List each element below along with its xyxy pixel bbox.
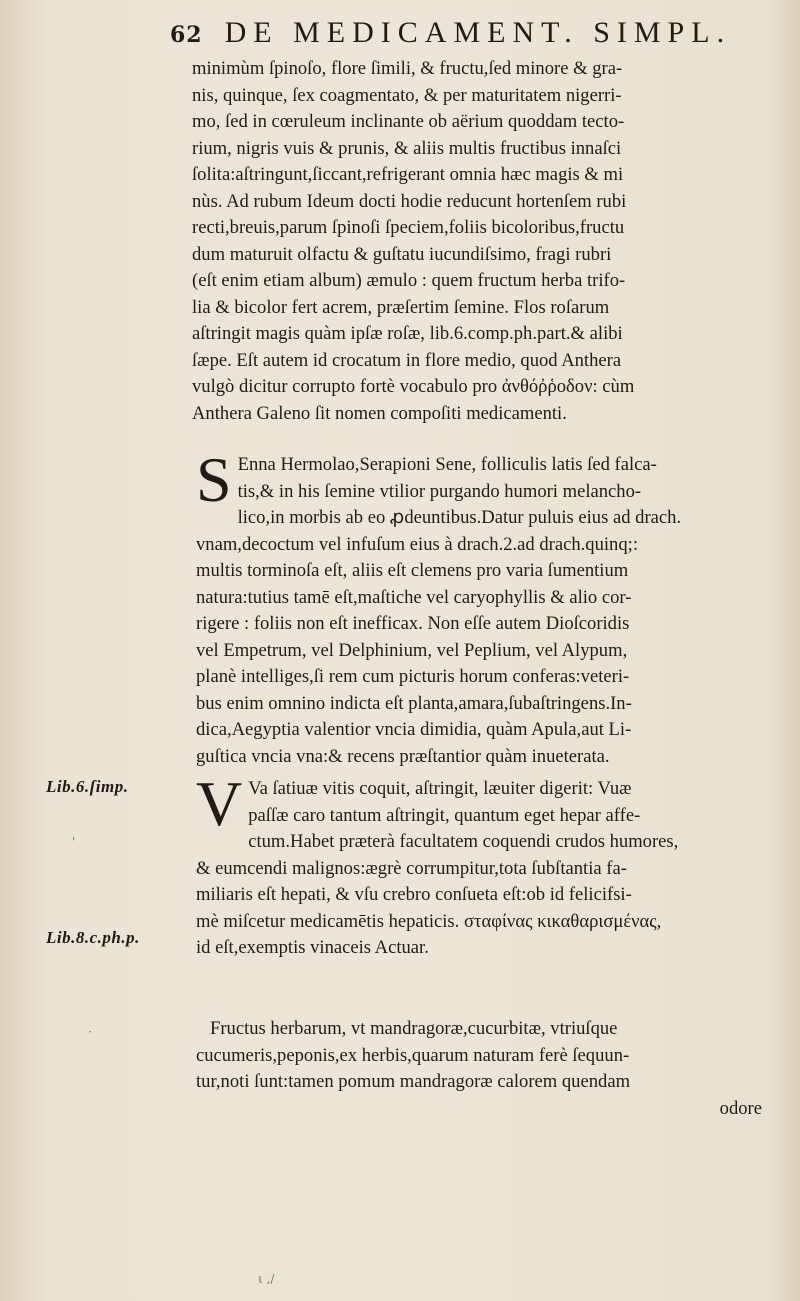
paragraph-rubus	[192, 56, 792, 427]
text-line: recti,breuis,parum ſpinoſi ſpeciem,foliis bicoloribus,fructu	[192, 217, 625, 238]
text-line: cucumeris,peponis,ex herbis,quarum naturam ferè ſequun-	[196, 1044, 630, 1066]
text-line: bus enim omnino indicta eſt planta,amara,ſubaſtringens.In-	[196, 692, 632, 714]
margin-note-lib8: Lib.8.c.ph.p.	[46, 928, 140, 947]
text-line: tis,& in his ſemine vtilior purgando humori melancho-	[237, 480, 642, 502]
text-line: Fructus herbarum, vt mandragoræ,cucurbitæ, vtriuſque	[210, 1018, 618, 1039]
text-line: ctum.Habet præterà facultatem coquendi crudos humores,	[248, 831, 679, 852]
catchword: odore	[719, 1097, 762, 1119]
text-line: dica,Aegyptia valentior vncia dimidia, quàm Apula,aut Li-	[196, 719, 632, 740]
margin-mark: '	[72, 835, 76, 849]
text-line: tur,noti ſunt:tamen pomum mandragoræ calorem quendam	[196, 1071, 631, 1092]
paragraph-vua	[196, 768, 792, 962]
text-line: ſolita:aſtringunt,ſiccant,refrigerant omnia hæc magis & mi	[192, 164, 624, 185]
text-line: mè miſcetur medicamētis hepaticis. σταφίνας κικαθαρισμένας,	[196, 910, 662, 932]
text-line: id eſt,exemptis vinaceis Actuar.	[196, 937, 429, 958]
text-line: rigere : foliis non eſt inefficax. Non eſſe autem Dioſcoridis	[196, 613, 630, 634]
text-line: ſæpe. Eſt autem id crocatum in flore medio, quod Anthera	[192, 349, 622, 371]
margin-mark: ·	[88, 1025, 92, 1039]
text-line: nùs. Ad rubum Ideum docti hodie reducunt hortenſem rubi	[192, 190, 627, 212]
page-header	[170, 16, 730, 56]
text-line: nis, quinque, ſex coagmentato, & per maturitatem nigerri-	[192, 84, 622, 106]
text-line: vel Empetrum, vel Delphinium, vel Peplium, vel Alypum,	[196, 639, 628, 661]
running-title: DE MEDICAMENT. SIMPL.	[224, 16, 732, 49]
text-line: dum maturuit olfactu & guſtatu iucundiſsimo, fragi rubri	[192, 243, 612, 265]
text-line: Enna Hermolao,Serapioni Sene, folliculis latis ſed falca-	[237, 454, 657, 475]
text-line: lia & bicolor fert acrem, præſertim ſemine. Flos roſarum	[192, 296, 610, 318]
text-line: rium, nigris vuis & prunis, & aliis multis fructibus innaſci	[192, 137, 622, 159]
text-line: multis torminoſa eſt, aliis eſt clemens pro varia ſumentium	[196, 560, 629, 581]
text-line: vulgò dicitur corrupto fortè vocabulo pro ἀνθόῤῥοδον: cùm	[192, 376, 635, 397]
text-line: mo, ſed in cœruleum inclinante ob aërium quoddam tecto-	[192, 111, 625, 132]
text-line: aſtringit magis quàm ipſæ roſæ, lib.6.comp.ph.part.& alibi	[192, 323, 623, 344]
text-line: Va ſatiuæ vitis coquit, aſtringit, læuiter digerit: Vuæ	[248, 778, 632, 799]
dropcap-letter: V	[196, 768, 243, 839]
text-line: planè intelliges,ſi rem cum picturis horum conferas:veteri-	[196, 666, 630, 687]
text-line: Anthera Galeno ſit nomen compoſiti medicamenti.	[192, 402, 567, 424]
text-line: (eſt enim etiam album) æmulo : quem fructum herba trifo-	[192, 270, 626, 291]
text-line: natura:tutius tamē eſt,maſtiche vel caryophyllis & alio cor-	[196, 586, 632, 608]
text-line: & eumcendi malignos:ægrè corrumpitur,tota ſubſtantia fa-	[196, 857, 627, 879]
text-line: minimùm ſpinoſo, flore ſimili, & fructu,ſed minore & gra-	[192, 58, 623, 79]
text-line: guſtica vncia vna:& recens præſtantior quàm inueterata.	[196, 745, 610, 767]
margin-note-lib6: Lib.6.ſimp.	[46, 777, 129, 796]
text-line: lico,in morbis ab eo ꝓdeuntibus.Datur puluis eius ad drach.	[237, 507, 682, 528]
dropcap-letter: S	[196, 444, 232, 515]
text-line: miliaris eſt hepati, & vſu crebro conſueta eſt:ob id felicifsi-	[196, 884, 632, 905]
signature-mark: ι ,/	[258, 1272, 275, 1286]
text-line: paſſæ caro tantum aſtringit, quantum eget hepar affe-	[248, 804, 641, 826]
paragraph-senna	[196, 444, 792, 770]
page-number: 62	[170, 22, 203, 48]
text-line: vnam,decoctum vel infuſum eius à drach.2.ad drach.quinq;:	[196, 533, 638, 555]
paragraph-fructus	[196, 1016, 792, 1122]
